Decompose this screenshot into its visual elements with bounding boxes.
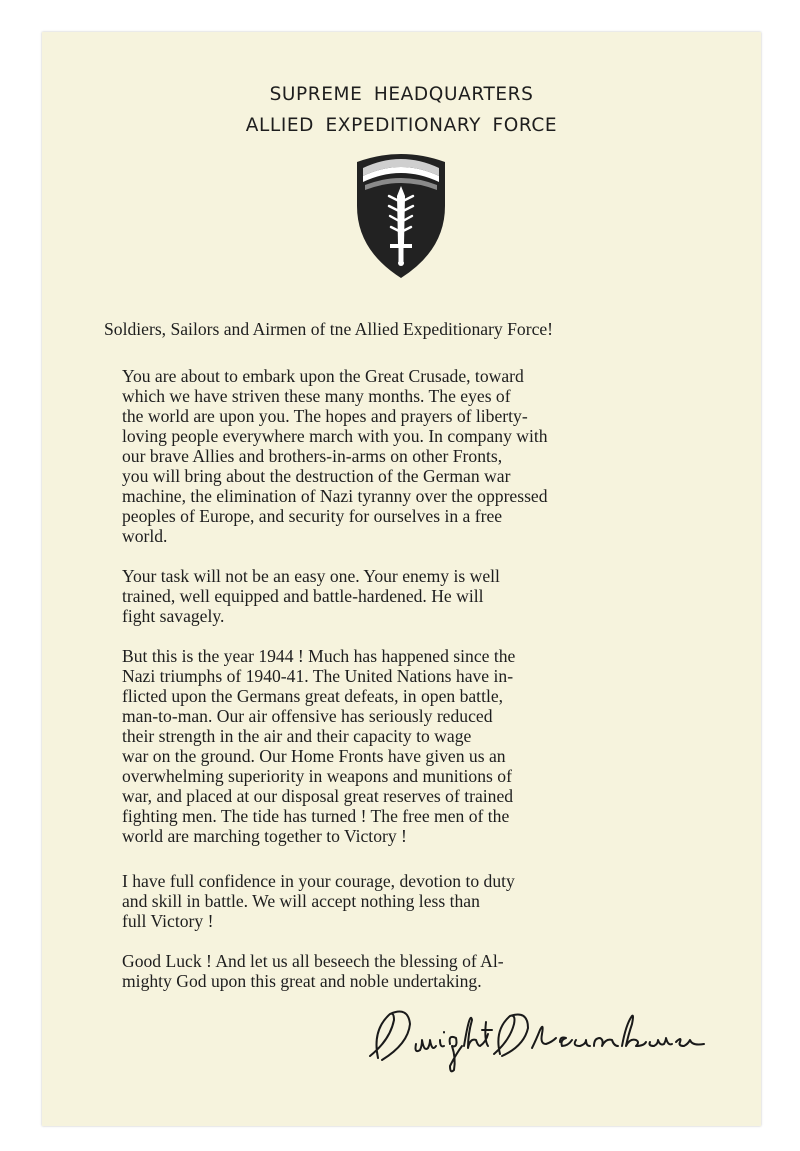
paragraph-line: peoples of Europe, and security for ourselves in a free (122, 506, 503, 526)
paragraph-line: the world are upon you. The hopes and prayers of liberty- (122, 406, 528, 426)
paragraph-line: mighty God upon this great and noble undertaking. (122, 971, 482, 991)
paragraph-line: Good Luck ! And let us all beseech the blessing of Al- (122, 951, 504, 971)
paragraph-line: world. (122, 526, 168, 546)
paragraph-1 (122, 366, 682, 546)
paragraph-5 (122, 951, 682, 991)
paragraph-line: loving people everywhere march with you. In company with (122, 426, 548, 446)
paragraph-line: fight savagely. (122, 606, 225, 626)
paragraph-line: Nazi triumphs of 1940-41. The United Nations have in- (122, 666, 514, 686)
paragraph-line: war, and placed at our disposal great reserves of trained (122, 786, 514, 806)
paragraph-3 (122, 646, 682, 846)
paragraph-line: Your task will not be an easy one. Your enemy is well (122, 566, 500, 586)
header-line-2: ALLIED EXPEDITIONARY FORCE (245, 115, 558, 136)
paragraph-line: trained, well equipped and battle-hardened. He will (122, 586, 484, 606)
paragraph-line: which we have striven these many months. The eyes of (122, 386, 511, 406)
paragraph-line: flicted upon the Germans great defeats, in open battle, (122, 686, 504, 706)
eisenhower-signature (364, 1000, 710, 1074)
paragraph-line: world are marching together to Victory ! (122, 826, 407, 846)
header-line-1: SUPREME HEADQUARTERS (269, 84, 534, 105)
paragraph-line: war on the ground. Our Home Fronts have given us an (122, 746, 506, 766)
shaef-shoulder-patch-emblem-icon (353, 152, 449, 280)
paragraph-line: our brave Allies and brothers-in-arms on other Fronts, (122, 446, 503, 466)
letter-sheet (42, 32, 761, 1126)
paragraph-line: man-to-man. Our air offensive has seriously reduced (122, 706, 493, 726)
paragraph-line: You are about to embark upon the Great Crusade, toward (122, 366, 524, 386)
paragraph-line: I have full confidence in your courage, devotion to duty (122, 871, 515, 891)
paragraph-line: overwhelming superiority in weapons and munitions of (122, 766, 512, 786)
paragraph-line: their strength in the air and their capacity to wage (122, 726, 472, 746)
paragraph-line: full Victory ! (122, 911, 214, 931)
paragraph-line: you will bring about the destruction of the German war (122, 466, 511, 486)
salutation: Soldiers, Sailors and Airmen of tne Allied Expeditionary Force! (104, 319, 554, 339)
paragraph-line: fighting men. The tide has turned ! The free men of the (122, 806, 510, 826)
paragraph-2 (122, 566, 682, 626)
paragraph-4 (122, 871, 682, 931)
paragraph-line: machine, the elimination of Nazi tyranny over the oppressed (122, 486, 548, 506)
paragraph-line: and skill in battle. We will accept nothing less than (122, 891, 480, 911)
paragraph-line: But this is the year 1944 ! Much has happened since the (122, 646, 516, 666)
